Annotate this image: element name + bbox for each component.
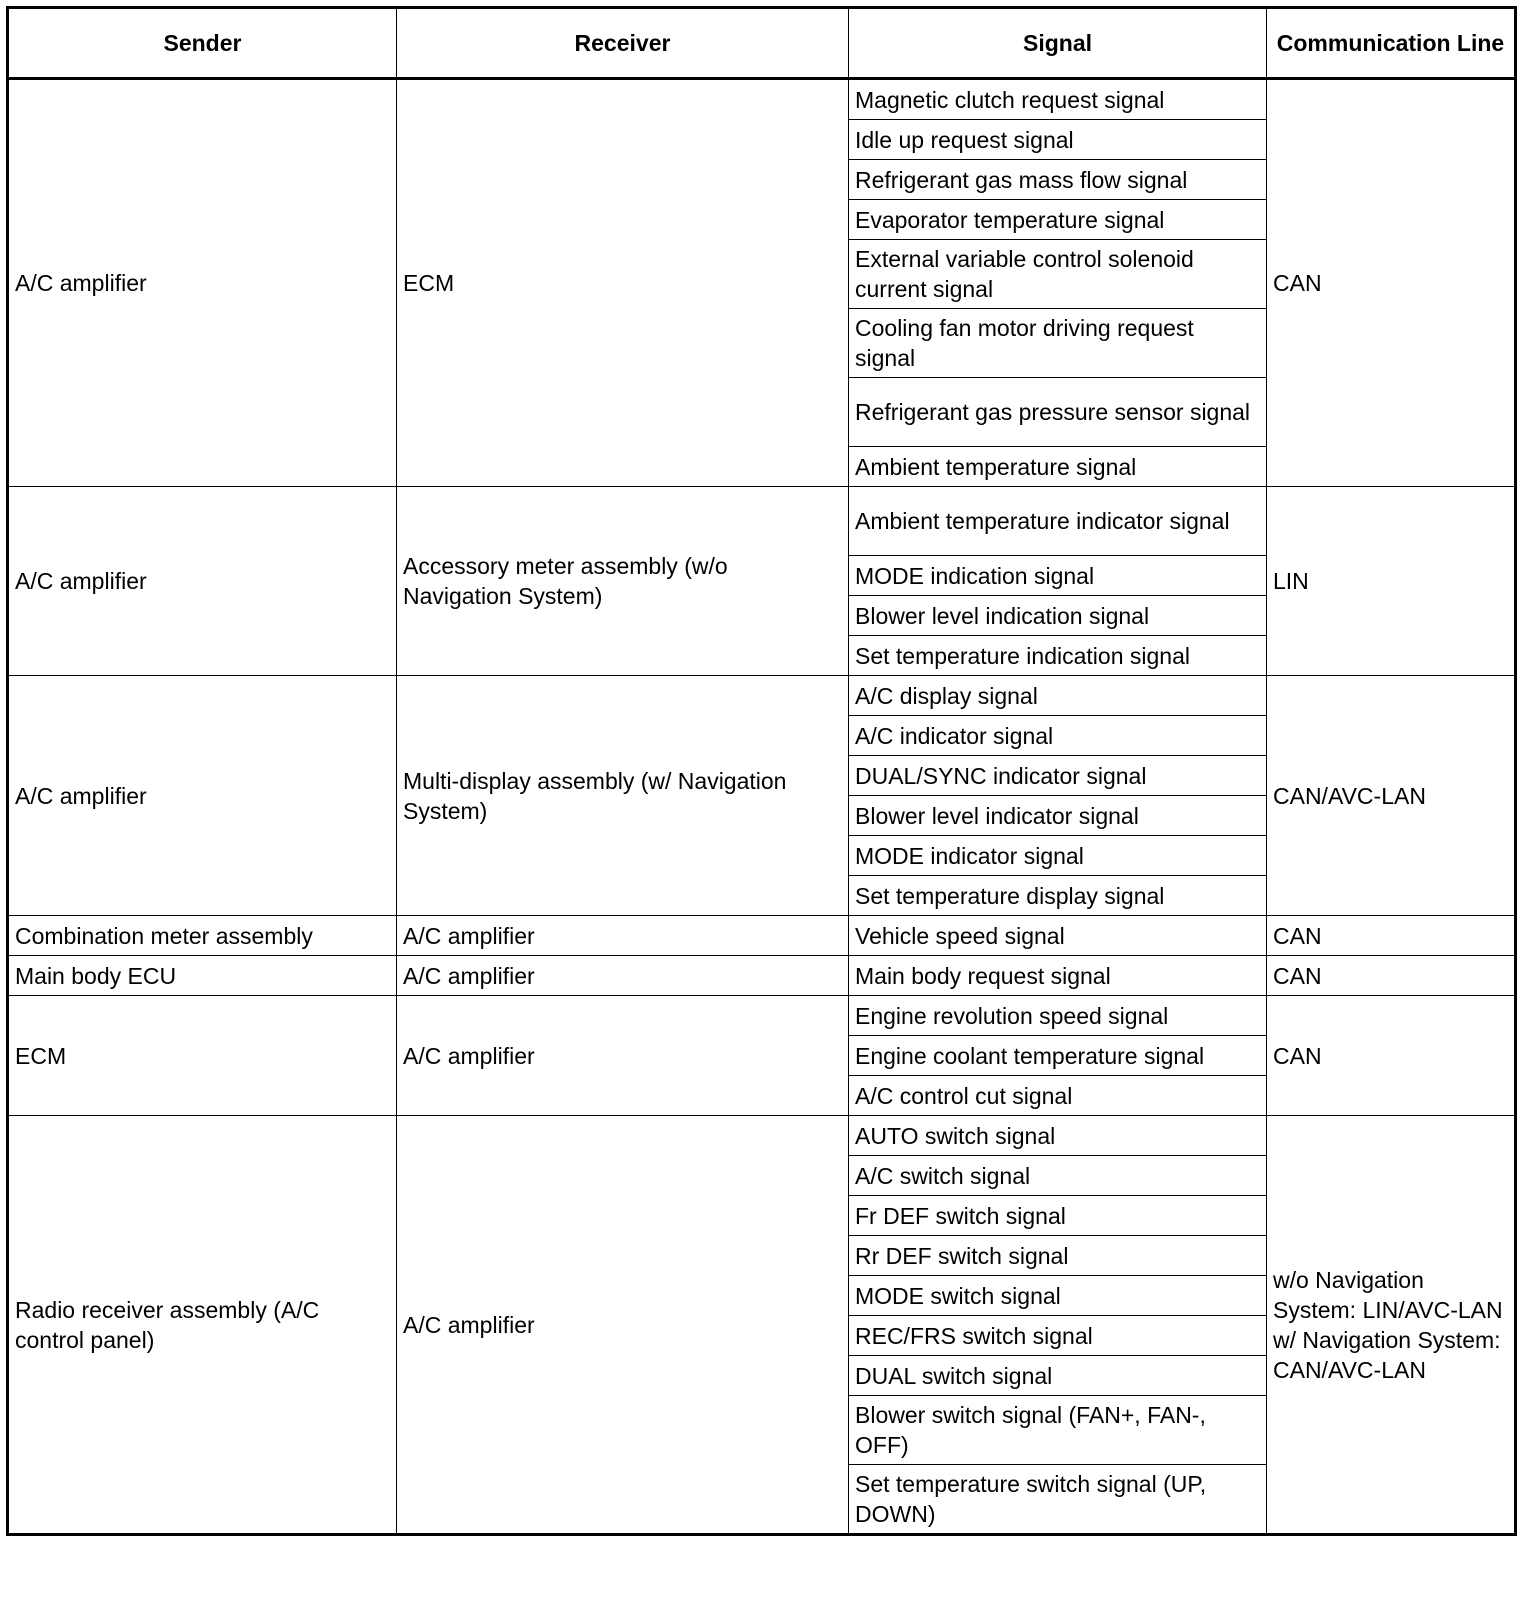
signal-cell: Blower level indicator signal: [849, 796, 1267, 836]
table-row: [8, 956, 1516, 996]
signal-cell: AUTO switch signal: [849, 1116, 1267, 1156]
sender-cell: A/C amplifier: [8, 676, 397, 916]
signal-cell: Rr DEF switch signal: [849, 1236, 1267, 1276]
receiver-cell: A/C amplifier: [397, 996, 849, 1116]
signal-cell: Set temperature switch signal (UP, DOWN): [849, 1465, 1267, 1535]
receiver-cell: Accessory meter assembly (w/o Navigation System): [397, 487, 849, 676]
signal-cell: Fr DEF switch signal: [849, 1196, 1267, 1236]
sender-cell: A/C amplifier: [8, 487, 397, 676]
header-receiver: Receiver: [397, 8, 849, 79]
signal-cell: A/C indicator signal: [849, 716, 1267, 756]
signal-cell: DUAL/SYNC indicator signal: [849, 756, 1267, 796]
header-row: [8, 8, 1516, 79]
sender-cell: Combination meter assembly: [8, 916, 397, 956]
signal-cell: MODE indication signal: [849, 556, 1267, 596]
communication-line-cell: CAN/AVC-LAN: [1267, 676, 1516, 916]
table-body: [8, 79, 1516, 1535]
table-row: [8, 487, 1516, 556]
table-header: [8, 8, 1516, 79]
signal-cell: Set temperature indication signal: [849, 636, 1267, 676]
signal-cell: Engine revolution speed signal: [849, 996, 1267, 1036]
receiver-cell: A/C amplifier: [397, 956, 849, 996]
signal-cell: MODE switch signal: [849, 1276, 1267, 1316]
signal-cell: Blower level indication signal: [849, 596, 1267, 636]
signal-cell: A/C switch signal: [849, 1156, 1267, 1196]
communication-line-cell: CAN: [1267, 79, 1516, 487]
signal-cell: REC/FRS switch signal: [849, 1316, 1267, 1356]
signal-cell: Main body request signal: [849, 956, 1267, 996]
signal-cell: MODE indicator signal: [849, 836, 1267, 876]
signal-cell: A/C display signal: [849, 676, 1267, 716]
header-signal: Signal: [849, 8, 1267, 79]
table-row: [8, 676, 1516, 716]
table-row: [8, 996, 1516, 1036]
table-row: [8, 1116, 1516, 1156]
signal-cell: Ambient temperature signal: [849, 447, 1267, 487]
signal-cell: Set temperature display signal: [849, 876, 1267, 916]
signal-cell: Evaporator temperature signal: [849, 200, 1267, 240]
receiver-cell: A/C amplifier: [397, 916, 849, 956]
table-row: [8, 79, 1516, 120]
signal-cell: Ambient temperature indicator signal: [849, 487, 1267, 556]
sender-cell: Main body ECU: [8, 956, 397, 996]
receiver-cell: Multi-display assembly (w/ Navigation System): [397, 676, 849, 916]
signal-cell: Blower switch signal (FAN+, FAN-, OFF): [849, 1396, 1267, 1465]
receiver-cell: ECM: [397, 79, 849, 487]
sender-cell: ECM: [8, 996, 397, 1116]
communication-line-cell: w/o Navigation System: LIN/AVC-LAN w/ Navigation System: CAN/AVC-LAN: [1267, 1116, 1516, 1535]
signal-cell: Refrigerant gas pressure sensor signal: [849, 378, 1267, 447]
sender-cell: A/C amplifier: [8, 79, 397, 487]
receiver-cell: A/C amplifier: [397, 1116, 849, 1535]
header-communication-line: Communication Line: [1267, 8, 1516, 79]
communication-line-cell: LIN: [1267, 487, 1516, 676]
signal-cell: Vehicle speed signal: [849, 916, 1267, 956]
communication-line-cell: CAN: [1267, 956, 1516, 996]
signal-cell: Engine coolant temperature signal: [849, 1036, 1267, 1076]
signal-cell: Idle up request signal: [849, 120, 1267, 160]
signal-table: [6, 6, 1517, 1536]
communication-line-cell: CAN: [1267, 996, 1516, 1116]
table-row: [8, 916, 1516, 956]
signal-cell: Refrigerant gas mass flow signal: [849, 160, 1267, 200]
communication-line-cell: CAN: [1267, 916, 1516, 956]
signal-cell: External variable control solenoid current signal: [849, 240, 1267, 309]
signal-cell: Cooling fan motor driving request signal: [849, 309, 1267, 378]
header-sender: Sender: [8, 8, 397, 79]
signal-cell: DUAL switch signal: [849, 1356, 1267, 1396]
signal-cell: A/C control cut signal: [849, 1076, 1267, 1116]
sender-cell: Radio receiver assembly (A/C control panel): [8, 1116, 397, 1535]
signal-cell: Magnetic clutch request signal: [849, 79, 1267, 120]
